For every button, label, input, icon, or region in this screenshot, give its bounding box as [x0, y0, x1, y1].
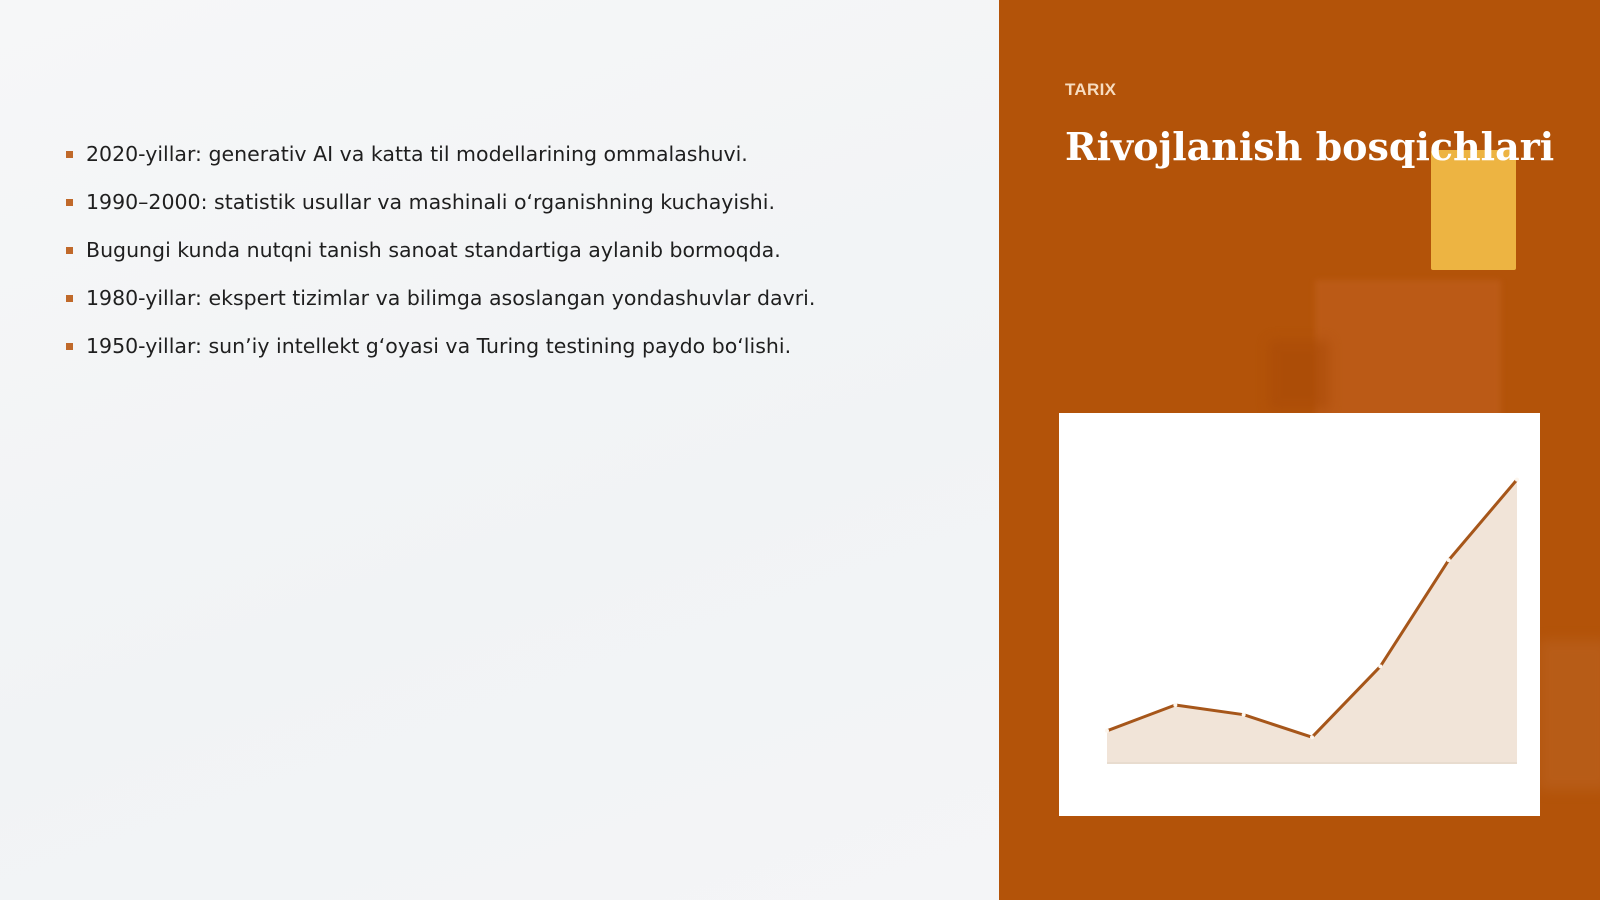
list-item — [66, 282, 966, 330]
list-item — [66, 330, 966, 378]
chart-point-3 — [1310, 735, 1314, 739]
list-item — [66, 234, 966, 282]
bullet-marker — [66, 343, 73, 350]
chart-point-0 — [1105, 729, 1109, 733]
bullet-marker — [66, 199, 73, 206]
chart-area-fill — [1107, 480, 1517, 763]
chart-point-6 — [1515, 478, 1519, 482]
title-panel — [999, 0, 1600, 900]
bullet-list — [66, 138, 966, 378]
decorative-shape — [1315, 280, 1501, 430]
list-item — [66, 138, 966, 186]
bullet-text: 1950-yillar: sunʼiy intellekt gʻoyasi va Turing testining paydo boʻlishi. — [86, 334, 792, 358]
bullet-marker — [66, 247, 73, 254]
chart-point-4 — [1378, 664, 1382, 668]
bullet-marker — [66, 151, 73, 158]
list-item — [66, 186, 966, 234]
bullet-text: 1980-yillar: ekspert tizimlar va bilimga asoslangan yondashuvlar davri. — [86, 286, 816, 310]
decorative-shape — [1269, 340, 1329, 410]
area-chart — [1059, 413, 1540, 816]
slide-title: Rivojlanish bosqichlari — [1065, 124, 1555, 169]
bullet-marker — [66, 295, 73, 302]
chart-point-5 — [1447, 558, 1451, 562]
chart-card — [1059, 413, 1540, 816]
decorative-shape — [1539, 640, 1600, 790]
section-label: TARIX — [1065, 80, 1117, 99]
chart-point-1 — [1173, 703, 1177, 707]
bullet-text: 1990–2000: statistik usullar va mashinali oʻrganishning kuchayishi. — [86, 190, 776, 214]
bullet-text: Bugungi kunda nutqni tanish sanoat standartiga aylanib bormoqda. — [86, 238, 781, 262]
bullet-text: 2020-yillar: generativ AI va katta til modellarining ommalashuvi. — [86, 142, 748, 166]
chart-point-2 — [1242, 713, 1246, 717]
